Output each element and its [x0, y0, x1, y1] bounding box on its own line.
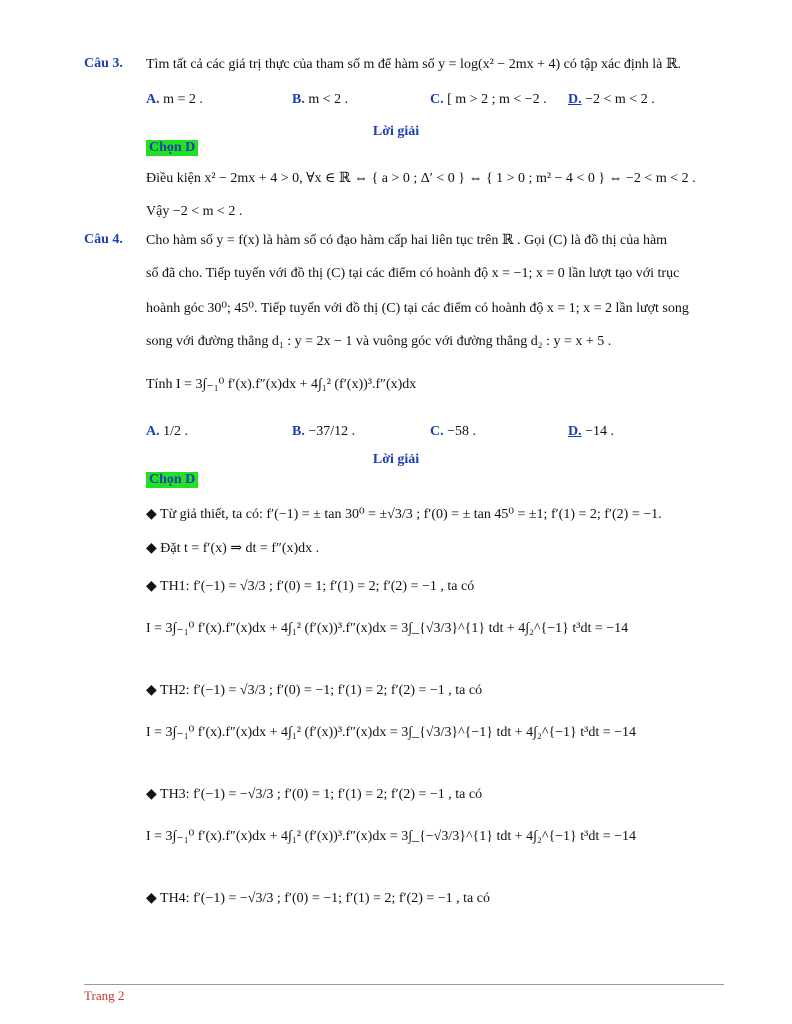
- question-3-text: Tìm tất cả các giá trị thực của tham số m để hàm số y = log(x² − 2mx + 4) có tập xác định là ℝ.: [146, 57, 682, 72]
- q4-case-2: ◆ TH2: f′(−1) = √3/3 ; f′(0) = −1; f′(1) = 2; f′(2) = −1 , ta có: [146, 683, 483, 698]
- q3-option-b-text: m < 2 .: [308, 92, 349, 107]
- q4-case-3: ◆ TH3: f′(−1) = −√3/3 ; f′(0) = 1; f′(1) = 2; f′(2) = −1 , ta có: [146, 787, 483, 802]
- q3-option-a: [146, 92, 203, 108]
- q4-option-b: [292, 424, 355, 440]
- q4-option-b-key: B.: [292, 424, 305, 439]
- q4-case-4: ◆ TH4: f′(−1) = −√3/3 ; f′(0) = −1; f′(1) = 2; f′(2) = −1 , ta có: [146, 891, 490, 906]
- q4-solution-step-2: ◆ Đặt t = f′(x) ⇒ dt = f″(x)dx .: [146, 541, 320, 556]
- q3-option-d: [568, 92, 655, 108]
- q4-option-d-key: D.: [568, 424, 582, 439]
- q3-option-a-key: A.: [146, 92, 160, 107]
- q3-option-c-text: [ m > 2 ; m < −2 .: [447, 92, 547, 107]
- q3-option-b: [292, 92, 348, 108]
- question-4-label: Câu 4.: [84, 232, 123, 247]
- q4-case-1: ◆ TH1: f′(−1) = √3/3 ; f′(0) = 1; f′(1) = 2; f′(2) = −1 , ta có: [146, 579, 475, 594]
- q3-choice-badge: Chọn D: [146, 140, 198, 156]
- q3-option-c-key: C.: [430, 92, 444, 107]
- q3-option-a-text: m = 2 .: [163, 92, 203, 107]
- footer-divider: [84, 984, 724, 985]
- q3-option-c: [430, 92, 547, 108]
- q4-option-d: [568, 424, 614, 440]
- question-4-para-3: hoành góc 30⁰; 45⁰. Tiếp tuyến với đồ thị (C) tại các điểm có hoành độ x = 1; x = 2 lần lượt song: [146, 301, 689, 316]
- q4-option-a: [146, 424, 188, 440]
- question-4-para-2: số đã cho. Tiếp tuyến với đồ thị (C) tại các điểm có hoành độ x = −1; x = 0 lần lượt tạo với trục: [146, 266, 680, 281]
- q4-option-c-key: C.: [430, 424, 444, 439]
- q4-case-1-equation: I = 3∫₋₁⁰ f′(x).f″(x)dx + 4∫₁² (f′(x))³.f″(x)dx = 3∫_{√3/3}^{1} tdt + 4∫₂^{−1} t³dt = −14: [146, 621, 629, 636]
- q4-case-3-equation: I = 3∫₋₁⁰ f′(x).f″(x)dx + 4∫₁² (f′(x))³.f″(x)dx = 3∫_{−√3/3}^{1} tdt + 4∫₂^{−1} t³dt = −14: [146, 829, 637, 844]
- question-4-integral: Tính I = 3∫₋₁⁰ f′(x).f″(x)dx + 4∫₁² (f′(x))³.f″(x)dx: [146, 377, 417, 392]
- q3-solution-title: Lời giải: [372, 124, 420, 139]
- q3-option-b-key: B.: [292, 92, 305, 107]
- q3-solution-line-1: Điều kiện x² − 2mx + 4 > 0, ∀x ∈ ℝ ⇔ { a > 0 ; Δ′ < 0 } ⇔ { 1 > 0 ; m² − 4 < 0 } ⇔ −2 < m < 2 .: [146, 171, 696, 186]
- question-4-para-1: Cho hàm số y = f(x) là hàm số có đạo hàm cấp hai liên tục trên ℝ . Gọi (C) là đồ thị của hàm: [146, 233, 668, 248]
- q3-solution-line-2: Vậy −2 < m < 2 .: [146, 204, 243, 219]
- q3-option-d-text: −2 < m < 2 .: [585, 92, 655, 107]
- q4-solution-step-1: ◆ Từ giả thiết, ta có: f′(−1) = ± tan 30⁰ = ±√3/3 ; f′(0) = ± tan 45⁰ = ±1; f′(1) = 2; f′(2) = −1.: [146, 507, 662, 522]
- q4-option-c-text: −58 .: [447, 424, 477, 439]
- q4-case-2-equation: I = 3∫₋₁⁰ f′(x).f″(x)dx + 4∫₁² (f′(x))³.f″(x)dx = 3∫_{√3/3}^{−1} tdt + 4∫₂^{−1} t³dt = −14: [146, 725, 637, 740]
- q4-option-a-key: A.: [146, 424, 160, 439]
- q4-solution-title: Lời giải: [372, 452, 420, 467]
- q4-option-a-text: 1/2 .: [163, 424, 189, 439]
- question-4-para-4: song với đường thẳng d₁ : y = 2x − 1 và vuông góc với đường thẳng d₂ : y = x + 5 .: [146, 334, 612, 349]
- q4-option-b-text: −37/12 .: [308, 424, 356, 439]
- q4-option-d-text: −14 .: [585, 424, 615, 439]
- q4-option-c: [430, 424, 476, 440]
- q4-choice-badge: Chọn D: [146, 472, 198, 488]
- q3-option-d-key: D.: [568, 92, 582, 107]
- question-3-label: Câu 3.: [84, 56, 123, 71]
- page-number: Trang 2: [84, 988, 125, 1003]
